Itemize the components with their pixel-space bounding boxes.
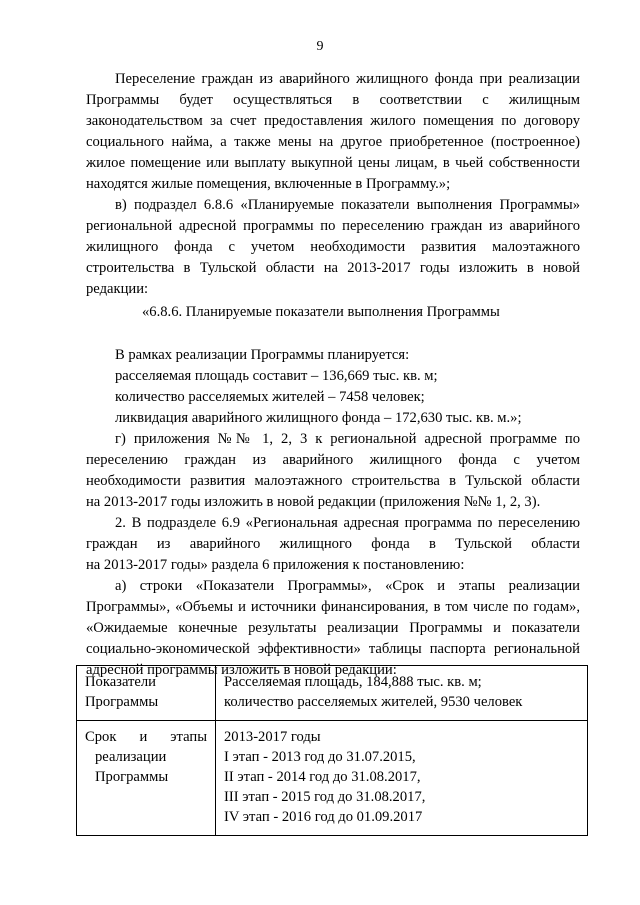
text-line: адресной программы изложить в новой редакции: bbox=[86, 662, 397, 678]
cell-text: реализации bbox=[95, 749, 167, 765]
cell-text: Программы bbox=[95, 769, 169, 785]
text-line: граждан из аварийного жилищного фонда в Тульской области bbox=[86, 536, 580, 552]
text-line: количество расселяемых жителей – 7458 человек; bbox=[115, 389, 425, 405]
text-line: Переселение граждан из аварийного жилищного фонда при реализации bbox=[115, 71, 580, 87]
text-line: г) приложения №№ 1, 2, 3 к региональной адресной программе по bbox=[115, 431, 580, 447]
heading-text: «6.8.6. Планируемые показатели выполнения Программы bbox=[142, 304, 500, 320]
text-line: В рамках реализации Программы планируется: bbox=[115, 347, 410, 363]
cell-text: I этап - 2013 год до 31.07.2015, bbox=[224, 749, 416, 765]
table-cell-label bbox=[77, 721, 216, 836]
paragraph-resettlement bbox=[86, 69, 580, 195]
table-cell-value bbox=[216, 666, 588, 721]
table-row bbox=[77, 721, 588, 836]
text-line: законодательством за счет предоставления жилого помещения по договору bbox=[86, 113, 580, 129]
cell-text: IV этап - 2016 год до 01.09.2017 bbox=[224, 809, 423, 825]
cell-text: II этап - 2014 год до 31.08.2017, bbox=[224, 769, 421, 785]
table-row bbox=[77, 666, 588, 721]
text-line: социального найма, а также мены на другое приобретенное (построенное) bbox=[86, 134, 580, 150]
text-line: региональной адресной программы по переселению граждан из аварийного bbox=[86, 218, 580, 234]
table-cell-label bbox=[77, 666, 216, 721]
text-line: в) подраздел 6.8.6 «Планируемые показатели выполнения Программы» bbox=[115, 197, 580, 213]
text-line: Программы», «Объемы и источники финансирования, в том числе по годам», bbox=[86, 599, 580, 615]
passport-table bbox=[76, 665, 588, 836]
text-line: социально-экономической эффективности» таблицы паспорта региональной bbox=[86, 641, 580, 657]
text-line: жилое помещение или выплату выкупной цены лицам, в чьей собственности bbox=[86, 155, 580, 171]
text-line: редакции: bbox=[86, 281, 149, 297]
text-line: ликвидация аварийного жилищного фонда – 172,630 тыс. кв. м.»; bbox=[115, 410, 522, 426]
text-line: на 2013-2017 годы изложить в новой редакции (приложения №№ 1, 2, 3). bbox=[86, 494, 541, 510]
paragraph-planned-indicators bbox=[86, 345, 580, 429]
cell-text: Срок и этапы bbox=[85, 729, 207, 745]
cell-text: Расселяемая площадь, 184,888 тыс. кв. м; bbox=[224, 674, 482, 690]
section-heading bbox=[86, 302, 580, 323]
text-line: необходимости развития малоэтажного строительства в Тульской области bbox=[86, 473, 580, 489]
text-line: строительства в Тульской области на 2013-2017 годы изложить в новой bbox=[86, 260, 580, 276]
cell-text: Показатели bbox=[85, 674, 156, 690]
table-cell-value bbox=[216, 721, 588, 836]
text-line: находятся жилые помещения, включенные в Программу.»; bbox=[86, 176, 451, 192]
text-line: Программы будет осуществляться в соответствии с жилищным bbox=[86, 92, 580, 108]
text-line: расселяемая площадь составит – 136,669 тыс. кв. м; bbox=[115, 368, 438, 384]
text-line: 2. В подразделе 6.9 «Региональная адресная программа по переселению bbox=[115, 515, 580, 531]
text-line: переселению граждан из аварийного жилищного фонда с учетом bbox=[86, 452, 580, 468]
text-line: жилищного фонда с учетом необходимости развития малоэтажного bbox=[86, 239, 580, 255]
text-line: на 2013-2017 годы» раздела 6 приложения к постановлению: bbox=[86, 557, 465, 573]
text-line: а) строки «Показатели Программы», «Срок и этапы реализации bbox=[115, 578, 580, 594]
cell-text: Программы bbox=[85, 694, 159, 710]
cell-text: количество расселяемых жителей, 9530 человек bbox=[224, 694, 523, 710]
text-line: «Ожидаемые конечные результаты реализации Программы и показатели bbox=[86, 620, 580, 636]
page-number: 9 bbox=[316, 39, 324, 54]
paragraph-subsection-69 bbox=[86, 513, 580, 576]
cell-text: III этап - 2015 год до 31.08.2017, bbox=[224, 789, 426, 805]
paragraph-appendices bbox=[86, 429, 580, 513]
cell-text: 2013-2017 годы bbox=[224, 729, 321, 745]
paragraph-subsection-686 bbox=[86, 195, 580, 300]
